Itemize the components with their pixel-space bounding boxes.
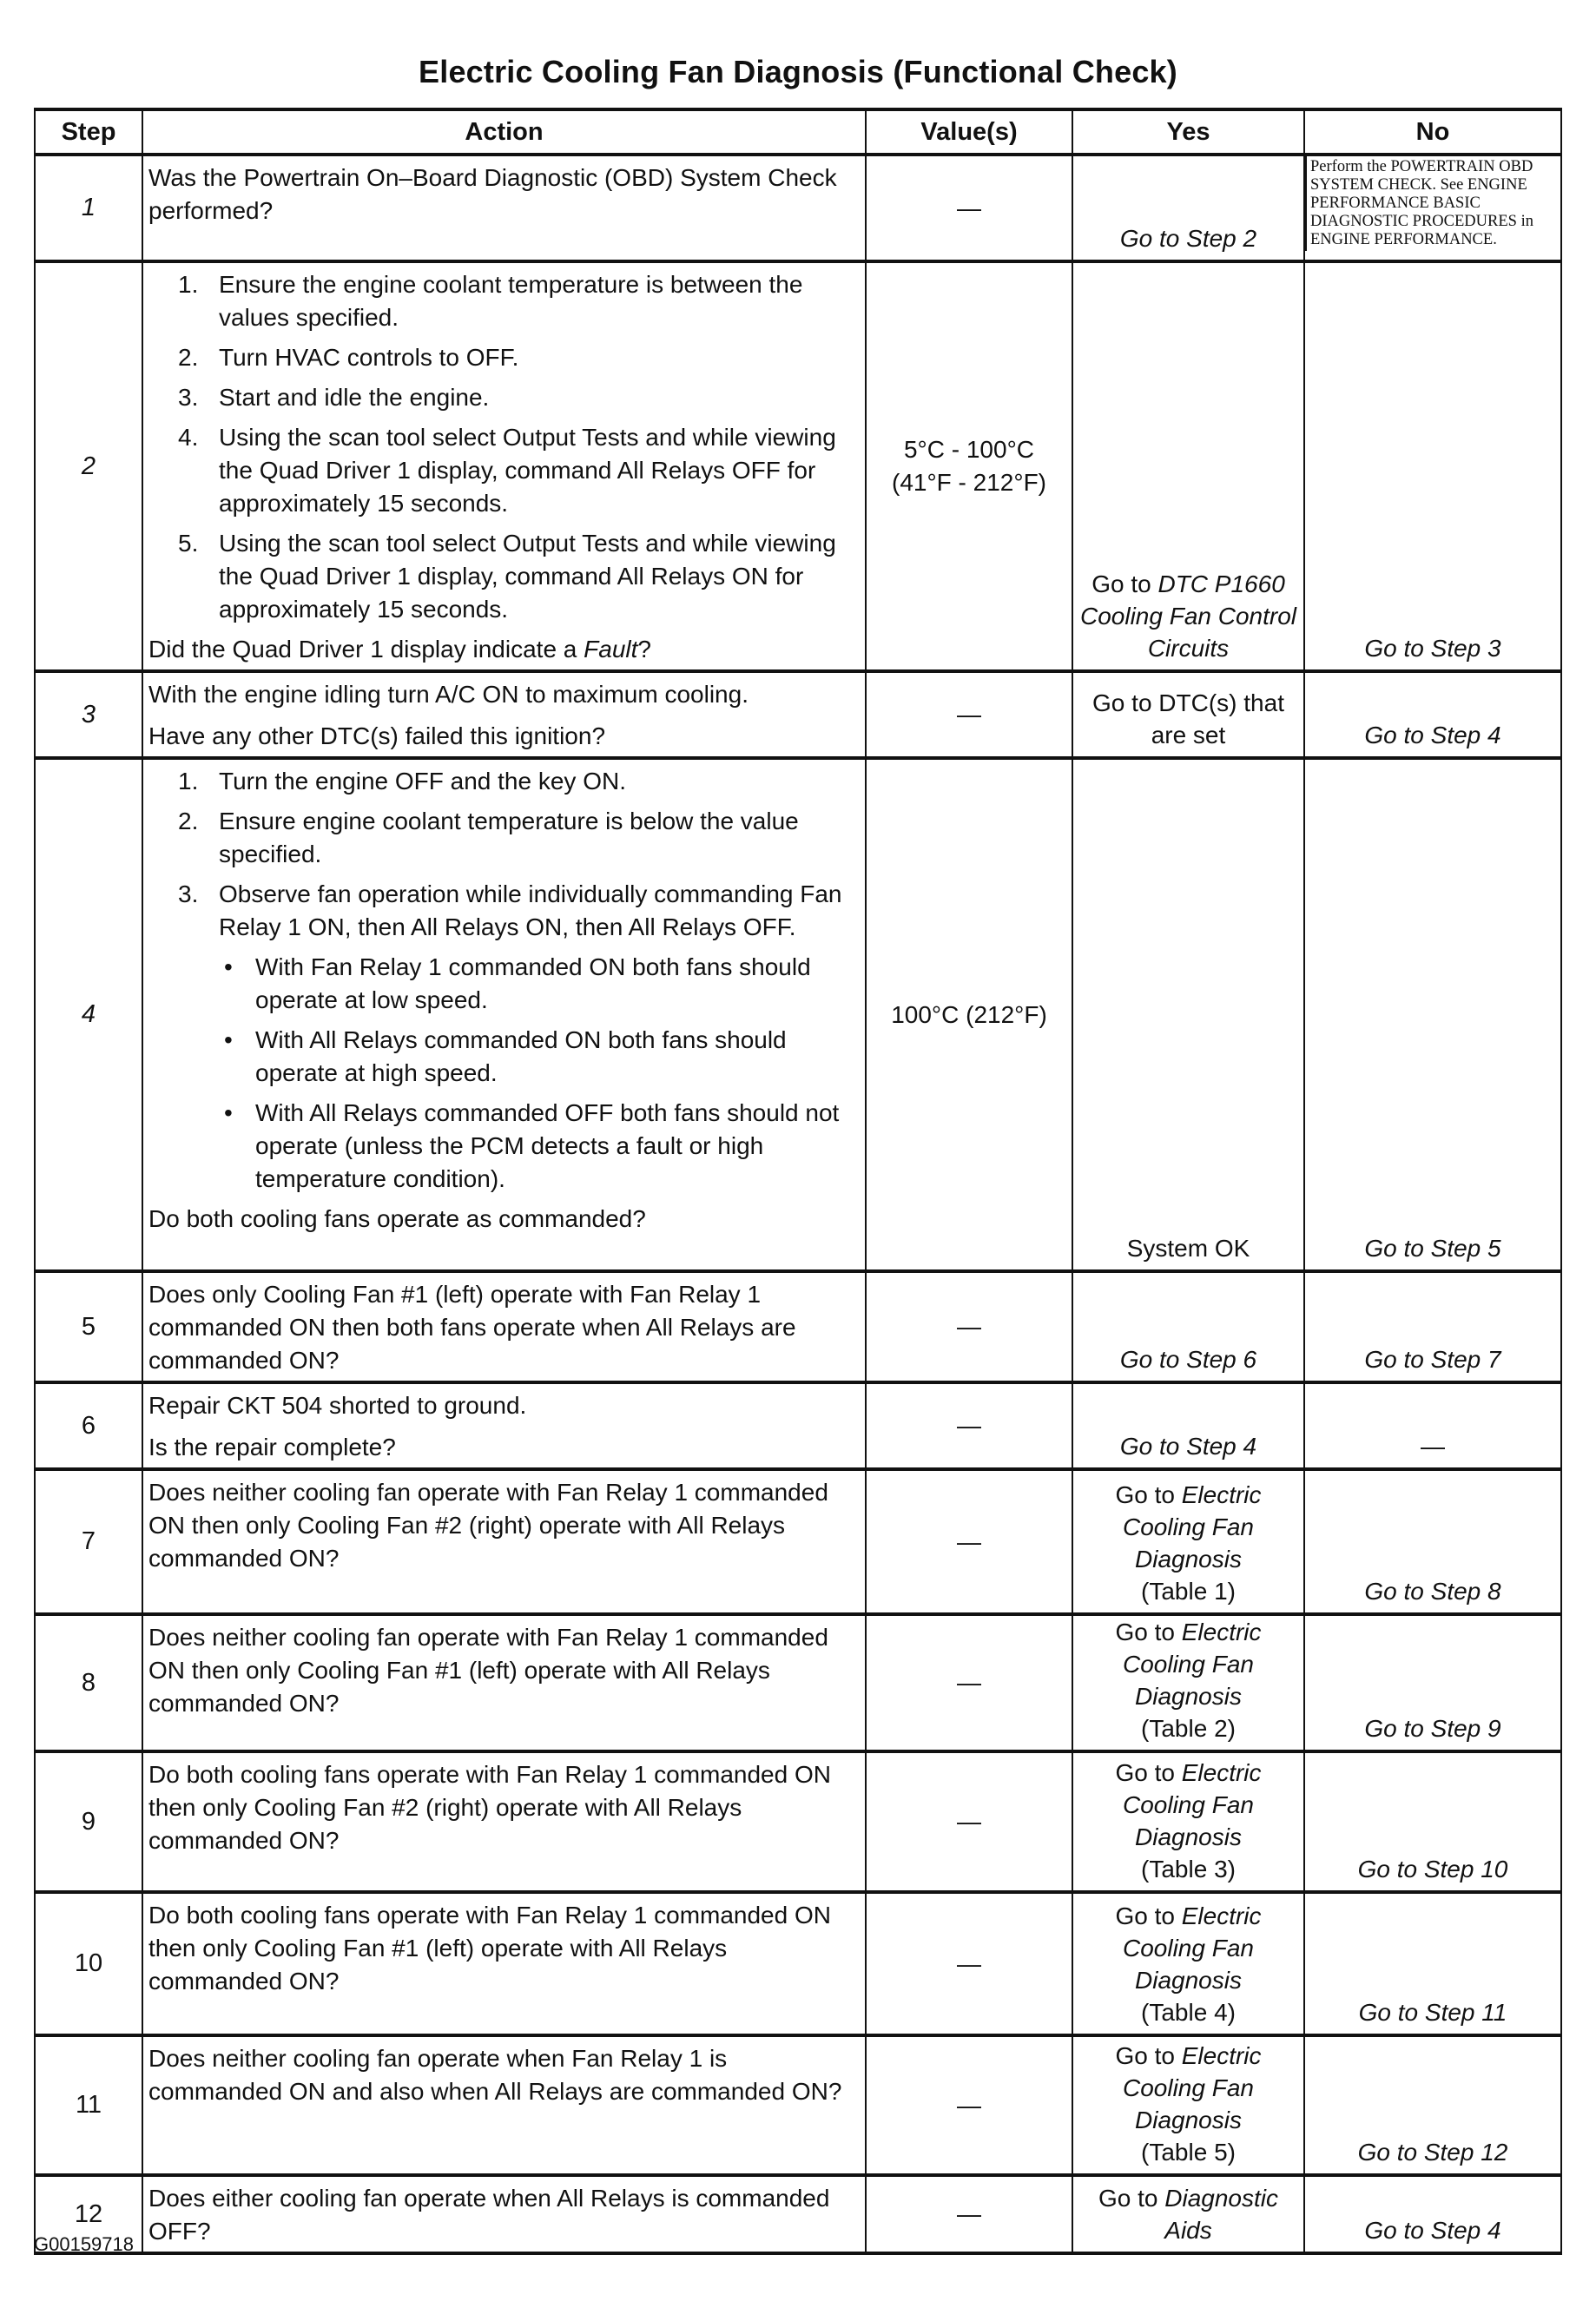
action-cell — [142, 261, 866, 671]
yes-cell — [1072, 261, 1304, 671]
action-step — [148, 341, 858, 374]
action-question: Do both cooling fans operate as commanded? — [148, 1205, 646, 1232]
no-cell: Go to Step 5 — [1304, 758, 1561, 1271]
action-cell — [142, 1751, 866, 1892]
yes-link-text[interactable]: Electric Cooling Fan Diagnosis — [1123, 1902, 1262, 1994]
action-cell — [142, 2175, 866, 2253]
value-cell: 100°C (212°F) — [866, 758, 1072, 1271]
yes-link-text[interactable]: Electric Cooling Fan Diagnosis — [1123, 2042, 1262, 2133]
step-index: 2. — [178, 344, 199, 371]
no-cell: Go to Step 11 — [1304, 1892, 1561, 2035]
action-cell — [142, 1382, 866, 1469]
table-row-step-4 — [35, 758, 1561, 1271]
yes-prefix: Go to — [1115, 2042, 1182, 2069]
value-cell: — — [866, 1751, 1072, 1892]
step-number: 8 — [35, 1614, 142, 1751]
yes-cell: Go to Step 6 — [1072, 1271, 1304, 1382]
step-number: 10 — [35, 1892, 142, 2035]
action-question: Does only Cooling Fan #1 (left) operate with Fan Relay 1 commanded ON then both fans operate when All Relays are commanded ON? — [148, 1281, 796, 1374]
no-cell-note: Perform the POWERTRAIN OBD SYSTEM CHECK. See ENGINE PERFORMANCE BASIC DIAGNOSTIC PROCEDURES in ENGINE PERFORMANCE. — [1305, 156, 1560, 251]
figure-code: G00159718 — [34, 2233, 134, 2255]
yes-table-ref: (Table 2) — [1141, 1715, 1236, 1742]
header-action: Action — [142, 109, 866, 155]
yes-cell: Go to Step 4 — [1072, 1382, 1304, 1469]
action-cell — [142, 1271, 866, 1382]
yes-cell — [1072, 1892, 1304, 2035]
value-cell — [866, 261, 1072, 671]
table-row-step-7 — [35, 1469, 1561, 1614]
step-text: Turn HVAC controls to OFF. — [219, 344, 519, 371]
step-text: Turn the engine OFF and the key ON. — [219, 768, 626, 795]
step-text: Start and idle the engine. — [219, 384, 490, 411]
table-row-step-10 — [35, 1892, 1561, 2035]
table-row-step-9 — [35, 1751, 1561, 1892]
action-question: Do both cooling fans operate with Fan Relay 1 commanded ON then only Cooling Fan #2 (right) operate with All Relays commanded ON? — [148, 1761, 831, 1854]
yes-cell — [1072, 1469, 1304, 1614]
yes-cell: Go to DTC(s) that are set — [1072, 671, 1304, 758]
step-number: 9 — [35, 1751, 142, 1892]
action-question: Do both cooling fans operate with Fan Relay 1 commanded ON then only Cooling Fan #1 (left) operate with All Relays commanded ON? — [148, 1902, 831, 1995]
action-steps — [148, 268, 858, 626]
no-cell: Go to Step 8 — [1304, 1469, 1561, 1614]
yes-link-text[interactable]: Diagnostic Aids — [1164, 2185, 1278, 2244]
yes-link-text[interactable]: Electric Cooling Fan Diagnosis — [1123, 1481, 1262, 1573]
yes-prefix: Go to — [1115, 1759, 1182, 1786]
table-row-step-2 — [35, 261, 1561, 671]
action-bullet — [148, 951, 858, 1017]
step-text: Observe fan operation while individually commanding Fan Relay 1 ON, then All Relays ON, then All Relays OFF. — [219, 880, 842, 940]
diagnostic-table — [34, 108, 1562, 2255]
value-cell: — — [866, 1469, 1072, 1614]
step-text: Ensure the engine coolant temperature is between the values specified. — [219, 271, 803, 331]
no-cell: Go to Step 12 — [1304, 2035, 1561, 2175]
action-cell — [142, 1892, 866, 2035]
header-step: Step — [35, 109, 142, 155]
action-cell — [142, 155, 866, 261]
value-cell: — — [866, 2035, 1072, 2175]
bullet-text: With Fan Relay 1 commanded ON both fans should operate at low speed. — [255, 953, 811, 1013]
action-steps — [148, 765, 858, 944]
action-step — [148, 527, 858, 626]
action-question: Does neither cooling fan operate with Fan Relay 1 commanded ON then only Cooling Fan #2 (right) operate with All Relays commanded ON? — [148, 1479, 828, 1572]
step-text: Using the scan tool select Output Tests and while viewing the Quad Driver 1 display, command All Relays OFF for approximately 15 seconds. — [219, 424, 836, 517]
action-instruction: Repair CKT 504 shorted to ground. — [148, 1392, 527, 1419]
step-number: 7 — [35, 1469, 142, 1614]
no-cell: Go to Step 7 — [1304, 1271, 1561, 1382]
value-cell: — — [866, 1892, 1072, 2035]
table-row-step-11 — [35, 2035, 1561, 2175]
table-row-step-5 — [35, 1271, 1561, 1382]
value-range-fahrenheit: (41°F - 212°F) — [892, 469, 1046, 496]
table-row-step-8 — [35, 1614, 1561, 1751]
action-step — [148, 421, 858, 520]
action-bullet — [148, 1097, 858, 1196]
no-cell: — — [1304, 1382, 1561, 1469]
step-number: 11 — [35, 2035, 142, 2175]
bullet-icon: • — [224, 1099, 233, 1126]
action-step — [148, 805, 858, 871]
value-cell: — — [866, 1271, 1072, 1382]
header-values: Value(s) — [866, 109, 1072, 155]
step-number: 3 — [35, 671, 142, 758]
yes-prefix: Go to — [1091, 570, 1158, 597]
yes-prefix: Go to — [1115, 1481, 1182, 1508]
action-step — [148, 381, 858, 414]
action-bullet — [148, 1024, 858, 1090]
value-cell: — — [866, 671, 1072, 758]
yes-link-text[interactable]: DTC P1660 Cooling Fan Control Circuits — [1079, 570, 1297, 662]
value-cell: — — [866, 2175, 1072, 2253]
no-cell: Go to Step 9 — [1304, 1614, 1561, 1751]
step-index: 3. — [178, 384, 199, 411]
question-emphasis: Fault — [584, 636, 638, 663]
yes-cell: Go to Step 2 — [1072, 155, 1304, 261]
yes-table-ref: (Table 5) — [1141, 2139, 1236, 2166]
table-header-row — [35, 109, 1561, 155]
page-title: Electric Cooling Fan Diagnosis (Functional Check) — [419, 54, 1177, 89]
value-cell: — — [866, 1614, 1072, 1751]
step-number: 12 — [35, 2175, 142, 2253]
yes-table-ref: (Table 4) — [1141, 1999, 1236, 2026]
action-step — [148, 765, 858, 798]
header-yes: Yes — [1072, 109, 1304, 155]
yes-cell — [1072, 1751, 1304, 1892]
table-row-step-1 — [35, 155, 1561, 261]
value-cell: — — [866, 155, 1072, 261]
bullet-icon: • — [224, 1026, 233, 1053]
step-number: 6 — [35, 1382, 142, 1469]
bullet-text: With All Relays commanded OFF both fans should not operate (unless the PCM detects a fault or high temperature condition). — [255, 1099, 840, 1192]
yes-table-ref: (Table 3) — [1141, 1856, 1236, 1883]
action-bullets — [148, 951, 858, 1196]
yes-link-text[interactable]: Electric Cooling Fan Diagnosis — [1123, 1619, 1262, 1710]
action-question: Does neither cooling fan operate when Fan Relay 1 is commanded ON and also when All Relays are commanded ON? — [148, 2045, 842, 2105]
value-cell: — — [866, 1382, 1072, 1469]
step-number: 5 — [35, 1271, 142, 1382]
question-punct: ? — [637, 636, 651, 663]
step-index: 1. — [178, 768, 199, 795]
action-question: Is the repair complete? — [148, 1434, 396, 1461]
step-number: 4 — [35, 758, 142, 1271]
step-index: 5. — [178, 530, 199, 557]
step-index: 4. — [178, 424, 199, 451]
step-text: Using the scan tool select Output Tests and while viewing the Quad Driver 1 display, command All Relays ON for approximately 15 seconds. — [219, 530, 836, 623]
action-step — [148, 268, 858, 334]
action-question — [148, 633, 858, 666]
bullet-text: With All Relays commanded ON both fans should operate at high speed. — [255, 1026, 787, 1086]
step-index: 2. — [178, 808, 199, 834]
yes-cell: System OK — [1072, 758, 1304, 1271]
yes-cell — [1072, 2035, 1304, 2175]
action-cell — [142, 671, 866, 758]
yes-cell — [1072, 1614, 1304, 1751]
action-cell — [142, 2035, 866, 2175]
action-cell — [142, 1614, 866, 1751]
value-range-celsius: 5°C - 100°C — [903, 436, 1034, 463]
yes-cell — [1072, 2175, 1304, 2253]
action-question: Does neither cooling fan operate with Fan Relay 1 commanded ON then only Cooling Fan #1 (left) operate with All Relays commanded ON? — [148, 1624, 828, 1717]
yes-table-ref: (Table 1) — [1141, 1578, 1236, 1605]
step-number: 2 — [35, 261, 142, 671]
step-text: Ensure engine coolant temperature is below the value specified. — [219, 808, 799, 867]
action-step — [148, 878, 858, 944]
action-question: Have any other DTC(s) failed this ignition? — [148, 722, 606, 749]
action-cell — [142, 758, 866, 1271]
header-no: No — [1304, 109, 1561, 155]
step-index: 1. — [178, 271, 199, 298]
no-cell: Go to Step 4 — [1304, 671, 1561, 758]
action-instruction: With the engine idling turn A/C ON to maximum cooling. — [148, 681, 749, 708]
no-cell — [1304, 155, 1561, 261]
no-cell: Go to Step 10 — [1304, 1751, 1561, 1892]
action-question: Does either cooling fan operate when All Relays is commanded OFF? — [148, 2185, 830, 2245]
action-question: Was the Powertrain On–Board Diagnostic (OBD) System Check performed? — [148, 164, 837, 224]
bullet-icon: • — [224, 953, 233, 980]
yes-prefix: Go to — [1098, 2185, 1165, 2212]
table-row-step-6 — [35, 1382, 1561, 1469]
step-index: 3. — [178, 880, 199, 907]
yes-prefix: Go to — [1115, 1902, 1182, 1929]
table-row-step-3 — [35, 671, 1561, 758]
yes-prefix: Go to — [1115, 1619, 1182, 1645]
no-cell: Go to Step 3 — [1304, 261, 1561, 671]
table-row-step-12 — [35, 2175, 1561, 2253]
yes-link-text[interactable]: Electric Cooling Fan Diagnosis — [1123, 1759, 1262, 1850]
no-cell: Go to Step 4 — [1304, 2175, 1561, 2253]
action-cell — [142, 1469, 866, 1614]
step-number: 1 — [35, 155, 142, 261]
question-text: Did the Quad Driver 1 display indicate a — [148, 636, 584, 663]
